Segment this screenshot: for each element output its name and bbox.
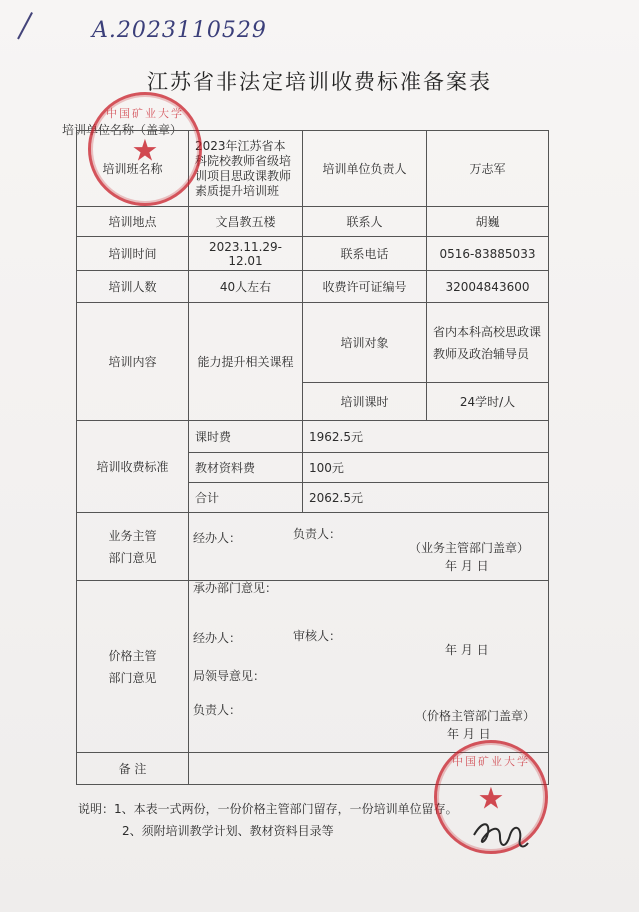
target-value: 省内本科高校思政课教师及政治辅导员 — [427, 303, 549, 383]
class-name-label: 培训班名称 — [77, 131, 189, 207]
price-seal-note: （价格主管部门盖章） — [415, 709, 536, 723]
location-value: 文昌教五楼 — [189, 207, 303, 237]
seal-ring-text: 中国矿业大学 — [452, 755, 530, 768]
location-label: 培训地点 — [77, 207, 189, 237]
table-row — [77, 207, 549, 237]
class-name-value: 2023年江苏省本科院校教师省级培训项目思政课教师素质提升培训班 — [189, 131, 303, 207]
price-date-1: 年 月 日 — [445, 643, 489, 657]
phone-value: 0516-83885033 — [427, 237, 549, 271]
price-label-line-2: 部门意见 — [108, 670, 157, 685]
seal-ring-text: 中国矿业大学 — [106, 107, 184, 120]
price-reviewer: 审核人： — [293, 629, 342, 643]
table-row — [77, 303, 549, 383]
seal-star-icon: ★ — [477, 781, 505, 817]
official-seal-stamp — [88, 92, 202, 206]
business-label-line-2: 部门意见 — [108, 550, 157, 565]
fee-item-name: 合计 — [189, 483, 303, 513]
count-label: 培训人数 — [77, 271, 189, 303]
table-row — [77, 237, 549, 271]
handwritten-number: A.2023110529 — [92, 18, 267, 43]
remark-label: 备 注 — [77, 753, 189, 785]
hours-value: 24学时/人 — [427, 383, 549, 421]
fee-item-amount: 1962.5元 — [303, 421, 549, 453]
contact-label: 联系人 — [303, 207, 427, 237]
business-handler: 经办人： — [193, 531, 242, 545]
price-date-2: 年 月 日 — [447, 727, 491, 741]
license-label: 收费许可证编号 — [303, 271, 427, 303]
fee-item-name: 教材资料费 — [189, 453, 303, 483]
hours-label: 培训课时 — [303, 383, 427, 421]
price-opinion-area — [189, 581, 549, 753]
contact-value: 胡巍 — [427, 207, 549, 237]
table-row — [77, 271, 549, 303]
business-date: 年 月 日 — [445, 559, 489, 573]
handwritten-signature — [470, 815, 530, 855]
leader-value: 万志军 — [427, 131, 549, 207]
time-value: 2023.11.29-12.01 — [189, 237, 303, 271]
seal-star-icon: ★ — [131, 133, 159, 169]
table-row — [77, 513, 549, 581]
fee-item-name: 课时费 — [189, 421, 303, 453]
note-line: 说明：1、本表一式两份，一份价格主管部门留存，一份培训单位留存。 — [78, 802, 458, 816]
price-handler: 经办人： — [193, 631, 242, 645]
price-responsible: 负责人： — [193, 703, 242, 717]
price-opinion-label — [77, 581, 189, 753]
fee-item-amount: 2062.5元 — [303, 483, 549, 513]
business-opinion-label — [77, 513, 189, 581]
price-undertake-opinion: 承办部门意见： — [193, 581, 278, 595]
table-row — [77, 421, 549, 453]
business-responsible: 负责人： — [293, 527, 342, 541]
filing-form-table — [76, 130, 549, 785]
fee-label: 培训收费标准 — [77, 421, 189, 513]
form-title: 江苏省非法定培训收费标准备案表 — [147, 70, 492, 94]
business-seal-note: （业务主管部门盖章） — [409, 541, 530, 555]
business-label-line-1: 业务主管 — [108, 528, 157, 543]
time-label: 培训时间 — [77, 237, 189, 271]
phone-label: 联系电话 — [303, 237, 427, 271]
content-label: 培训内容 — [77, 303, 189, 421]
price-leader-opinion: 局领导意见： — [193, 669, 266, 683]
business-opinion-area — [189, 513, 549, 581]
price-label-line-1: 价格主管 — [108, 648, 157, 663]
license-value: 32004843600 — [427, 271, 549, 303]
content-value: 能力提升相关课程 — [189, 303, 303, 421]
note-line: 2、须附培训教学计划、教材资料目录等 — [122, 824, 334, 838]
count-value: 40人左右 — [189, 271, 303, 303]
form-notes — [78, 800, 458, 844]
table-row — [77, 581, 549, 753]
leader-label: 培训单位负责人 — [303, 131, 427, 207]
fee-item-amount: 100元 — [303, 453, 549, 483]
unit-name-label: 培训单位名称（盖章） — [62, 123, 183, 137]
target-label: 培训对象 — [303, 303, 427, 383]
